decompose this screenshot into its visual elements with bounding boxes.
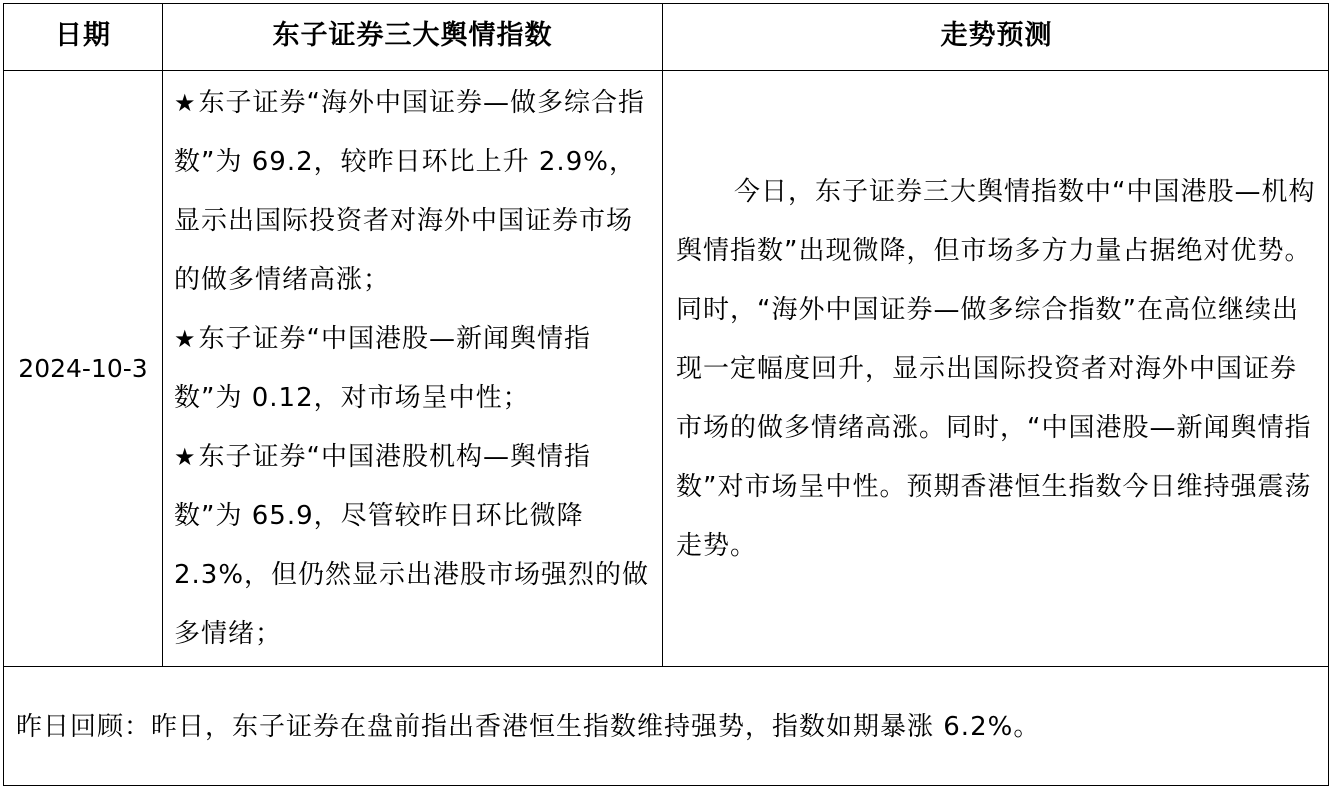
header-date: 日期 xyxy=(55,20,111,51)
index-item xyxy=(174,428,654,664)
report-table xyxy=(3,3,1329,786)
index-item xyxy=(174,74,654,310)
header-index: 东子证券三大舆情指数 xyxy=(272,20,553,51)
star-icon: ★ xyxy=(174,325,197,353)
forecast-cell: 今日，东子证券三大舆情指数中“中国港股—机构舆情指数”出现微降，但市场多方力量占据绝对优势。同时，“海外中国证券—做多综合指数”在高位继续出现一定幅度回升，显示出国际投资者对海外中国证券市场的做多情绪高涨。同时，“中国港股—新闻舆情指数”对市场呈中性。预期香港恒生指数今日维持强震荡走势。 xyxy=(676,177,1316,561)
star-icon: ★ xyxy=(174,89,197,117)
date-column-divider xyxy=(162,4,163,666)
header-divider xyxy=(4,70,1328,71)
header-forecast: 走势预测 xyxy=(940,20,1053,51)
star-icon: ★ xyxy=(174,443,197,471)
index-item xyxy=(174,310,654,428)
review-text: 昨日回顾：昨日，东子证券在盘前指出香港恒生指数维持强势，指数如期暴涨 6.2%。 xyxy=(16,712,1041,742)
date-cell: 2024-10-3 xyxy=(18,354,148,383)
index-item-text: 东子证券“中国港股—新闻舆情指数”为 0.12，对市场呈中性； xyxy=(174,324,591,413)
index-cell xyxy=(174,74,654,664)
index-item-text: 东子证券“海外中国证券—做多综合指数”为 69.2，较昨日环比上升 2.9%，显示出国际投资者对海外中国证券市场的做多情绪高涨； xyxy=(174,88,645,295)
index-item-text: 东子证券“中国港股机构—舆情指数”为 65.9，尽管较昨日环比微降 2.3%，但仍然显示出港股市场强烈的做多情绪； xyxy=(174,442,650,649)
index-column-divider xyxy=(662,4,663,666)
